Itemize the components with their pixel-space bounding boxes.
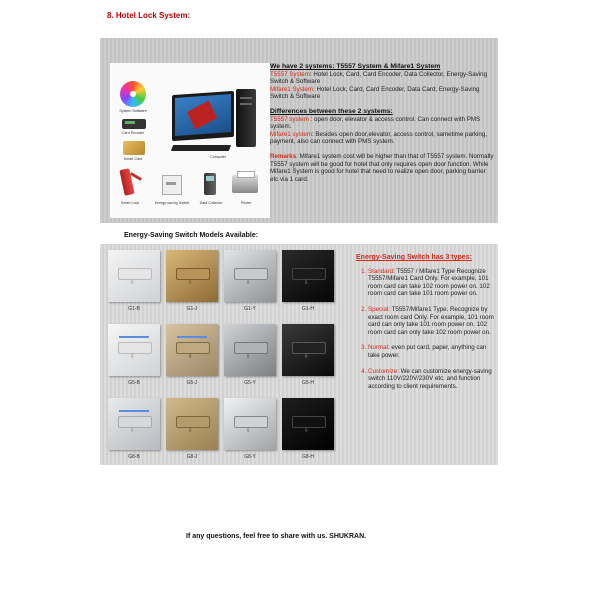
- systems-description: [270, 63, 494, 183]
- systems-heading: We have 2 systems: T5557 System & Mifare1 System: [270, 63, 441, 70]
- computer-tower-icon: [236, 89, 256, 147]
- switch-g5-j: [166, 324, 218, 376]
- switch-type-standard: 1. Standard: T5557 / Mifare1 Type Recognize T5557/Mifare1 Card Only. For example, 101 room card can take 102 room power on. 102 room card can take 101 room power on.: [368, 268, 496, 298]
- diff-t5557-line: T5557 system : open door, elevator & access control. Can connect with PMS system.: [270, 115, 481, 131]
- switch-g1-j: [166, 250, 218, 302]
- system-components-illustration: [110, 63, 270, 218]
- hotel-lock-system-panel: [100, 38, 498, 223]
- model-label-g1-h: G1-H: [302, 306, 314, 312]
- switch-types-heading: Energy-Saving Switch has 3 types:: [356, 254, 472, 261]
- switch-g8-b: [108, 398, 160, 450]
- switch-g8-h: [282, 398, 334, 450]
- software-label: System Software: [119, 109, 147, 113]
- software-cd-icon: [120, 81, 146, 107]
- switch-type-normal: 3. Normal: even put card, paper, anything can take power.: [368, 344, 496, 359]
- switch-g1-b: [108, 250, 160, 302]
- printer-label: Printer: [240, 201, 252, 205]
- model-label-g8-b: G8-B: [128, 454, 140, 460]
- model-label-g5-j: G5-J: [186, 380, 198, 386]
- arrow-down-icon: ⇩: [246, 280, 252, 286]
- switch-g1-h: [282, 250, 334, 302]
- switch-models-panel: [100, 244, 498, 465]
- model-label-g5-y: G5-Y: [244, 380, 256, 386]
- arrow-down-icon: ⇩: [130, 354, 136, 360]
- collector-label: Data Collector: [199, 201, 223, 205]
- switch-type-customize: 4. Customize: We can customize energy-saving switch 110V/220V/230V etc. and function according to client requirements.: [368, 368, 496, 391]
- model-label-g8-y: G8-Y: [244, 454, 256, 460]
- footer-note: If any questions, feel free to share with us. SHUKRAN.: [186, 533, 367, 540]
- arrow-down-icon: ⇩: [130, 428, 136, 434]
- model-label-g5-b: G5-B: [128, 380, 140, 386]
- t5557-system-line: T5557 System: Hotel Lock, Card, Card Encoder, Data Collector, Energy-Saving Switch & Software: [270, 70, 488, 86]
- arrow-down-icon: ⇩: [188, 428, 194, 434]
- differences-heading: Differences between these 2 systems:: [270, 107, 393, 115]
- computer-monitor-icon: [172, 91, 234, 141]
- section-title: 8. Hotel Lock System:: [107, 11, 191, 20]
- printer-icon: [232, 175, 258, 193]
- arrow-down-icon: ⇩: [130, 280, 136, 286]
- energy-switch-icon: [162, 175, 182, 195]
- model-label-g1-y: G1-Y: [244, 306, 256, 312]
- switch-g5-b: [108, 324, 160, 376]
- arrow-down-icon: ⇩: [304, 280, 310, 286]
- diff-mifare-line: Mifare1 system: Besides open door,elevator, access control, sametime parking, payment, also can connect with PMS system.: [270, 130, 488, 146]
- keyboard-icon: [171, 145, 231, 151]
- models-title: Energy-Saving Switch Models Available:: [124, 232, 259, 239]
- model-label-g8-j: G8-J: [186, 454, 198, 460]
- encoder-label: Card Encoder: [121, 131, 145, 135]
- computer-label: Computer: [210, 155, 226, 159]
- energy-switch-label: Energy-saving Switch: [154, 201, 190, 205]
- arrow-down-icon: ⇩: [246, 428, 252, 434]
- arrow-down-icon: ⇩: [304, 428, 310, 434]
- model-label-g1-j: G1-J: [186, 306, 198, 312]
- switch-types-description: [356, 254, 496, 398]
- model-label-g1-b: G1-B: [128, 306, 140, 312]
- card-encoder-icon: [122, 119, 146, 129]
- arrow-down-icon: ⇩: [188, 354, 194, 360]
- model-label-g8-h: G8-H: [302, 454, 314, 460]
- smart-card-label: Smart Card: [123, 157, 143, 161]
- smart-card-icon: [123, 141, 145, 155]
- switch-g8-j: [166, 398, 218, 450]
- model-label-g5-h: G5-H: [302, 380, 314, 386]
- arrow-down-icon: ⇩: [304, 354, 310, 360]
- arrow-down-icon: ⇩: [188, 280, 194, 286]
- arrow-down-icon: ⇩: [246, 354, 252, 360]
- switch-types-list: [356, 268, 496, 391]
- switch-g5-y: [224, 324, 276, 376]
- remarks-line: Remarks: Mifare1 system cost will be higher than that of T5557 system. Normally T5557 system will be good for hotel that only requires open door function. While Mifare1 System is good for hotel that need to realize open door, parking barrier etc via 1 card.: [270, 152, 494, 183]
- lock-handle-icon: [130, 172, 142, 181]
- switch-type-special: 2. Special: T5557/Mifare1 Type. Recognize by exact room card Only. For example, 101 room card can only take 101 room power on. 102 room card can only take 102 room power on.: [368, 306, 496, 336]
- switch-g5-h: [282, 324, 334, 376]
- mifare-system-line: Mifare1 System: Hotel Lock, Card, Card Encoder, Data Card, Energy-Saving Switch & Software: [270, 85, 480, 101]
- switch-g8-y: [224, 398, 276, 450]
- switch-g1-y: [224, 250, 276, 302]
- smart-lock-label: Smart Lock: [120, 201, 140, 205]
- data-collector-icon: [204, 173, 216, 195]
